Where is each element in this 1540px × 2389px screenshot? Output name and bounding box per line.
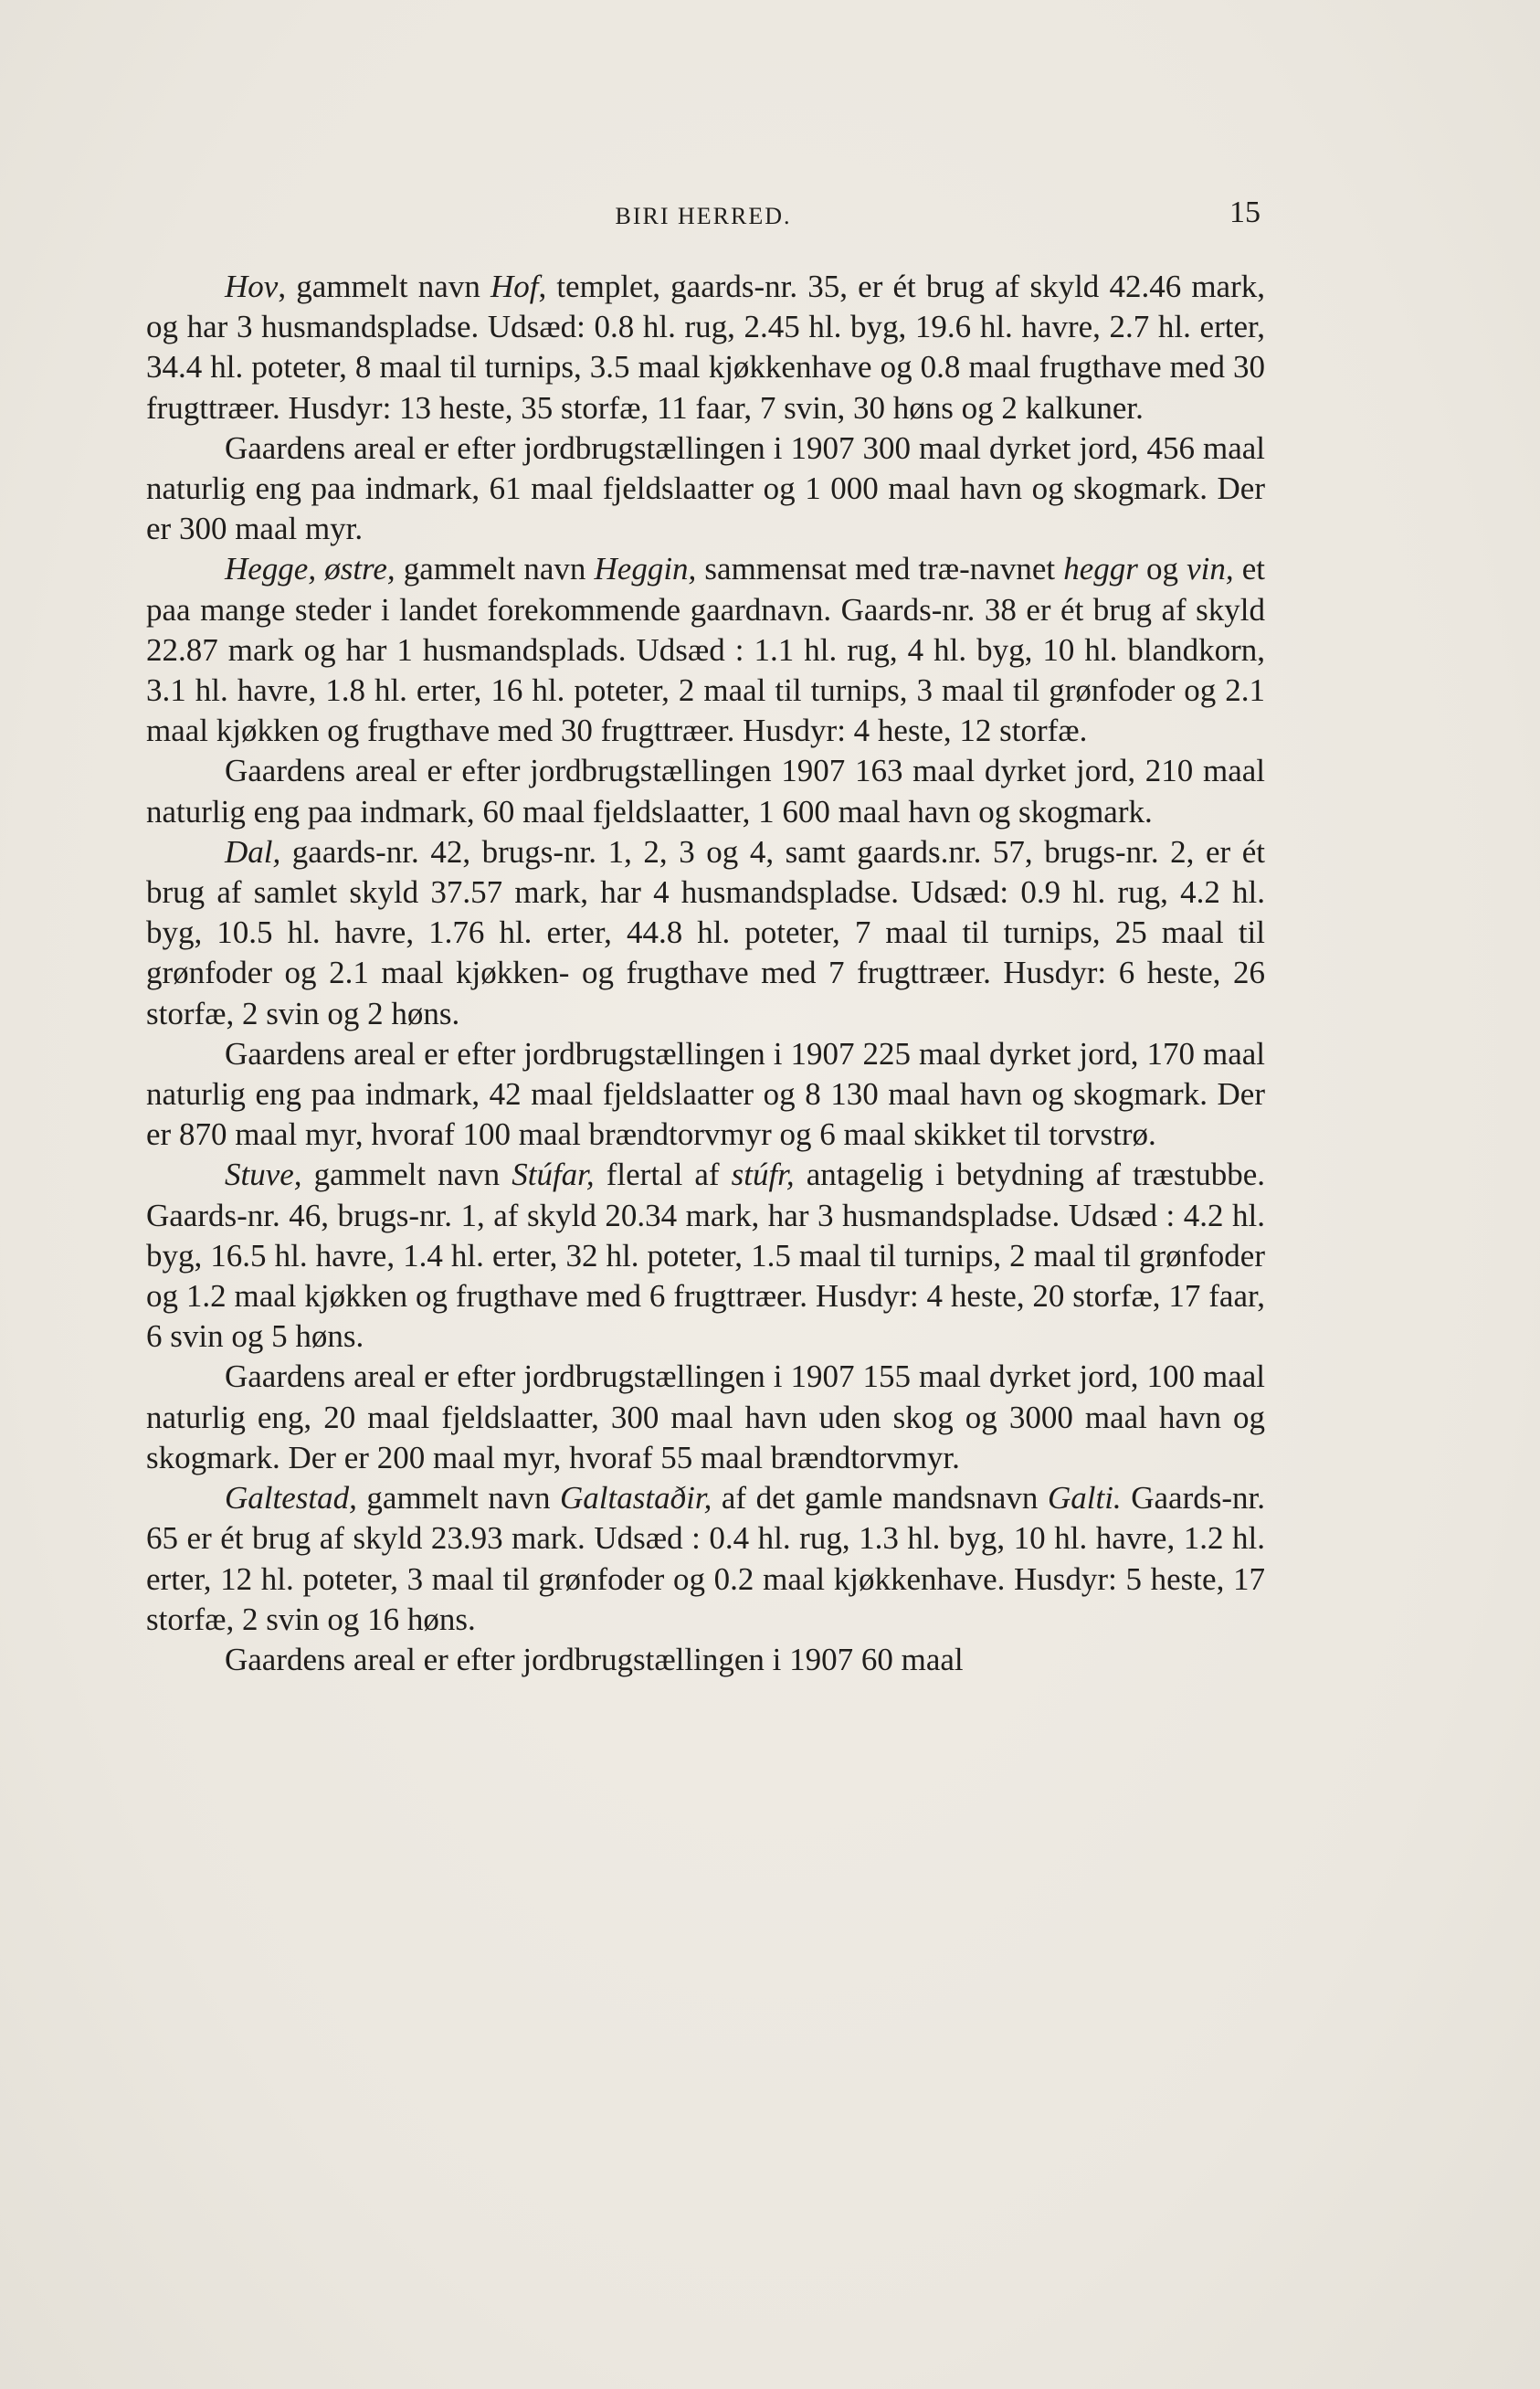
paragraph-text: Gaardens areal er efter jordbrugstællingen i 1907 225 maal dyrket jord, 170 maal naturlig eng paa indmark, 42 maal fjeldslaatter og 8 130 maal havn og skogmark. Der er 870 maal myr, hvoraf 100 maal brændtorvmyr og 6 maal skikket til torvstrø. <box>146 1035 1265 1153</box>
paragraph-text: Gaardens areal er efter jordbrugstællingen i 1907 300 maal dyrket jord, 456 maal naturlig eng paa indmark, 61 maal fjeldslaatter og 1 000 maal havn og skogmark. Der er 300 maal myr. <box>146 429 1265 547</box>
paragraph-text: gaards-nr. 42, brugs-nr. 1, 2, 3 og 4, samt gaards.nr. 57, brugs-nr. 2, er ét brug af samlet skyld 37.57 mark, har 4 husmandspladse. Udsæd: 0.9 hl. rug, 4.2 hl. byg, 10.5 hl. havre, 1.76 hl. erter, 44.8 hl. poteter, 7 maal til turnips, 25 maal til grønfoder og 2.1 maal kjøkken- og frugthave med 7 frugttræer. Husdyr: 6 heste, 26 storfæ, 2 svin og 2 høns. <box>146 833 1265 1031</box>
paragraph-hov-area <box>146 428 1265 550</box>
paragraph-text: Gaardens areal er efter jordbrugstællingen i 1907 60 maal <box>225 1641 964 1677</box>
paragraph-stuve <box>146 1155 1265 1357</box>
farm-name: Stuve, <box>225 1157 302 1193</box>
paragraph-text: gammelt navn <box>356 1480 561 1517</box>
farm-name: Galtestad, <box>225 1480 357 1517</box>
farm-name: Dal, <box>225 833 281 870</box>
farm-name: Hegge, østre, <box>225 551 396 587</box>
paragraph-text: et paa mange steder i landet forekommende gaardnavn. Gaards-nr. 38 er ét brug af skyld 22.87 mark og har 1 husmandsplads. Udsæd : 1.1 hl. rug, 4 hl. byg, 10 hl. blandkorn, 3.1 hl. havre, 1.8 hl. erter, 16 hl. poteter, 2 maal til turnips, 3 maal til grønfoder og 2.1 maal kjøkken og frugthave med 30 frugttræer. Husdyr: 4 heste, 12 storfæ. <box>146 551 1265 749</box>
word-form: Galti. <box>1047 1480 1122 1517</box>
paragraph-text: gammelt navn <box>301 1157 512 1193</box>
paragraph-text: flertal af <box>594 1157 732 1193</box>
paragraph-text: gammelt navn <box>395 551 595 587</box>
farm-name: Hov <box>225 269 279 304</box>
word-form: stúfr, <box>731 1157 795 1193</box>
paragraph-hov <box>146 267 1265 428</box>
paragraph-text: af det gamle mandsnavn <box>712 1480 1048 1517</box>
running-title: BIRI HERRED. <box>615 203 792 229</box>
paragraph-galtestad-area <box>146 1640 1265 1680</box>
old-name: Stúfar, <box>512 1157 595 1193</box>
paragraph-dal-area <box>146 1034 1265 1156</box>
paragraph-text: , gammelt navn <box>278 269 490 304</box>
old-name: Heggin, <box>594 551 697 587</box>
paragraph-text: og <box>1137 551 1187 587</box>
old-name: Galtastaðir, <box>560 1480 712 1517</box>
body-text <box>146 267 1265 1680</box>
running-head <box>146 196 1260 232</box>
paragraph-stuve-area <box>146 1357 1265 1478</box>
paragraph-hegge-area <box>146 751 1265 831</box>
paragraph-text: antagelig i betydning af træstubbe. Gaards-nr. 46, brugs-nr. 1, af skyld 20.34 mark, har 3 husmandspladse. Udsæd : 4.2 hl. byg, 16.5 hl. havre, 1.4 hl. erter, 32 hl. poteter, 1.5 maal til turnips, 2 maal til grønfoder og 1.2 maal kjøkken og frugthave med 6 frugttræer. Husdyr: 4 heste, 20 storfæ, 17 faar, 6 svin og 5 høns. <box>146 1157 1265 1355</box>
paragraph-text: Gaardens areal er efter jordbrugstællingen 1907 163 maal dyrket jord, 210 maal naturlig eng paa indmark, 60 maal fjeldslaatter, 1 600 maal havn og skogmark. <box>146 753 1265 830</box>
paragraph-text: , templet, gaards-nr. 35, er ét brug af skyld 42.46 mark, og har 3 husmandspladse. Udsæd: 0.8 hl. rug, 2.45 hl. byg, 19.6 hl. havre, 2.7 hl. erter, 34.4 hl. poteter, 8 maal til turnips, 3.5 maal kjøkkenhave og 0.8 maal frugthave med 30 frugttræer. Husdyr: 13 heste, 35 storfæ, 11 faar, 7 svin, 30 høns og 2 kalkuner. <box>146 269 1265 426</box>
paragraph-text: sammensat med træ-navnet <box>696 551 1064 587</box>
page-number: 15 <box>1229 196 1260 229</box>
word-form: heggr <box>1063 551 1138 587</box>
paragraph-galtestad <box>146 1478 1265 1640</box>
paragraph-text: Gaardens areal er efter jordbrugstællingen i 1907 155 maal dyrket jord, 100 maal naturlig eng, 20 maal fjeldslaatter, 300 maal havn uden skog og 3000 maal havn og skogmark. Der er 200 maal myr, hvoraf 55 maal brændtorvmyr. <box>146 1358 1265 1475</box>
old-name: Hof <box>490 269 539 304</box>
paragraph-hegge <box>146 549 1265 751</box>
word-form: vin, <box>1187 551 1234 587</box>
paragraph-text: Gaards-nr. 65 er ét brug af skyld 23.93 mark. Udsæd : 0.4 hl. rug, 1.3 hl. byg, 10 hl. havre, 1.2 hl. erter, 12 hl. poteter, 3 maal til grønfoder og 0.2 maal kjøkkenhave. Husdyr: 5 heste, 17 storfæ, 2 svin og 16 høns. <box>146 1480 1265 1637</box>
paragraph-dal <box>146 832 1265 1034</box>
